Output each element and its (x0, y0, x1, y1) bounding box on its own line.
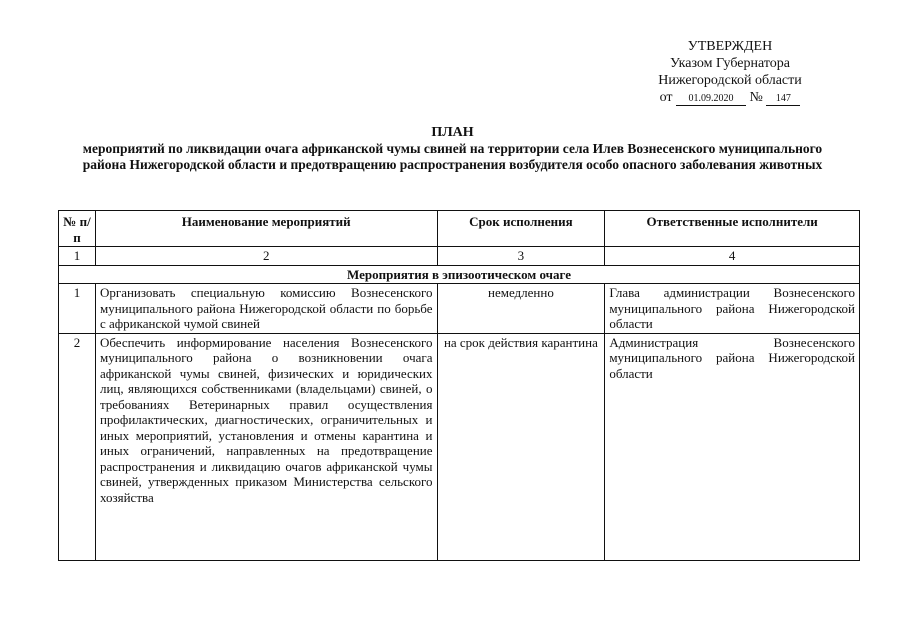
column-number: 4 (605, 247, 860, 266)
table-header-row (59, 211, 860, 247)
row-responsible: Администрация Вознесенского муниципального района Нижегородской области (605, 333, 860, 560)
approved-label: УТВЕРЖДЕН (687, 39, 773, 54)
row-num: 1 (59, 284, 96, 334)
approval-number: 147 (766, 93, 800, 106)
header-term: Срок исполнения (437, 211, 605, 247)
decree-label: Указом Губернатора (669, 56, 791, 71)
table-row (59, 333, 860, 560)
approval-stamp (600, 38, 860, 106)
row-term: на срок действия карантина (437, 333, 605, 560)
section-heading: Мероприятия в эпизоотическом очаге (59, 265, 860, 284)
column-numbers-row (59, 247, 860, 266)
row-responsible: Глава администрации Вознесенского муниципального района Нижегородской области (605, 284, 860, 334)
measures-table (58, 210, 860, 561)
plan-heading: ПЛАН (431, 125, 474, 140)
approval-date-line (600, 89, 860, 106)
date-prefix: от (659, 90, 673, 105)
row-num: 2 (59, 333, 96, 560)
section-row (59, 265, 860, 284)
row-term: немедленно (437, 284, 605, 334)
header-responsible: Ответственные исполнители (605, 211, 860, 247)
number-sign: № (749, 90, 763, 105)
column-number: 1 (59, 247, 96, 266)
approval-date: 01.09.2020 (676, 93, 746, 106)
row-name: Обеспечить информирование населения Вознесенского муниципального района о возникновении очага африканской чумы свиней, физических и юридических лиц, являющихся собственниками (владельцами) свиней, о требованиях Ветеринарных правил осуществления профилактических, диагностических, ограничительных и иных мероприятий, установления и отмены карантина и иных ограничений, направленных на предотвращение распространения и ликвидацию очагов африканской чумы свиней, утвержденных приказом Министерства сельского хозяйства (99, 334, 433, 505)
row-name-cell (95, 333, 437, 560)
plan-description: мероприятий по ликвидации очага африканской чумы свиней на территории села Илев Вознесенского муниципального района Нижегородской области и предотвращению распространения возбудителя особо опасного заболевания животных (82, 141, 823, 172)
column-number: 2 (95, 247, 437, 266)
header-name: Наименование мероприятий (95, 211, 437, 247)
document-title (60, 125, 845, 173)
region-label: Нижегородской области (658, 73, 802, 88)
header-num: № п/п (59, 211, 96, 247)
column-number: 3 (437, 247, 605, 266)
table-row (59, 284, 860, 334)
row-name: Организовать специальную комиссию Вознесенского муниципального района Нижегородской области по борьбе с африканской чумой свиней (95, 284, 437, 334)
